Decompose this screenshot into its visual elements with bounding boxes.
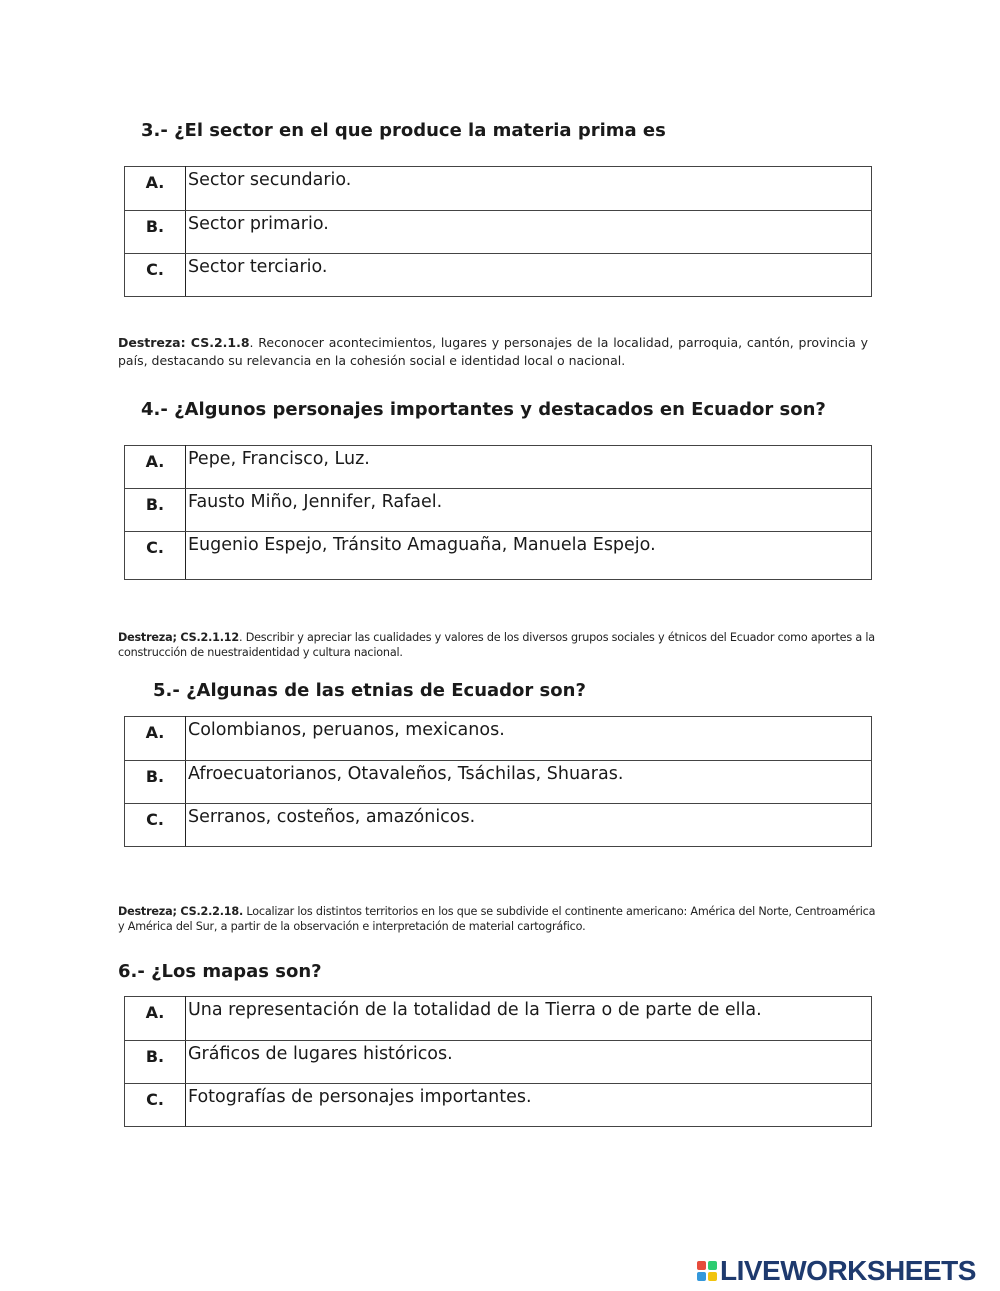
- skill-label: Destreza; CS.2.1.12: [118, 631, 239, 644]
- option-text: Sector terciario.: [186, 254, 872, 297]
- option-row[interactable]: [125, 804, 872, 847]
- option-letter: C.: [125, 532, 186, 580]
- option-text: Fotografías de personajes importantes.: [186, 1084, 872, 1127]
- option-row[interactable]: [125, 446, 872, 489]
- option-text: Pepe, Francisco, Luz.: [186, 446, 872, 489]
- skill-description: [118, 334, 868, 370]
- option-letter: A.: [125, 717, 186, 761]
- option-letter: B.: [125, 761, 186, 804]
- skill-text: Localizar los distintos territorios en los que se subdivide el continente americano: América del Norte, Centroamérica y América del Sur, a partir de la observación e interpretación de material cartográfico.: [118, 905, 876, 933]
- logo-text: LIVEWORKSHEETS: [720, 1255, 976, 1286]
- option-row[interactable]: [125, 1084, 872, 1127]
- skill-description: [118, 630, 878, 660]
- option-letter: A.: [125, 167, 186, 211]
- skill-description: [118, 904, 883, 934]
- option-text: Gráficos de lugares históricos.: [186, 1041, 872, 1084]
- question-title: 3.- ¿El sector en el que produce la materia prima es: [141, 120, 666, 141]
- skill-text: . Reconocer acontecimientos, lugares y personajes de la localidad, parroquia, cantón, provincia y país, destacando su relevancia en la cohesión social e identidad local o nacional.: [118, 335, 868, 368]
- question-title: 4.- ¿Algunos personajes importantes y destacados en Ecuador son?: [141, 399, 826, 420]
- logo-square-red: [697, 1261, 706, 1270]
- option-letter: C.: [125, 804, 186, 847]
- answer-options-table: [124, 166, 872, 297]
- logo-square-blue: [697, 1272, 706, 1281]
- logo-square-yellow: [708, 1272, 717, 1281]
- answer-options-table: [124, 996, 872, 1127]
- skill-label: Destreza; CS.2.2.18.: [118, 905, 244, 918]
- option-text: Eugenio Espejo, Tránsito Amaguaña, Manuela Espejo.: [186, 532, 872, 580]
- option-letter: C.: [125, 1084, 186, 1127]
- option-row[interactable]: [125, 211, 872, 254]
- option-text: Sector primario.: [186, 211, 872, 254]
- logo-square-green: [708, 1261, 717, 1270]
- option-row[interactable]: [125, 254, 872, 297]
- question-title: 5.- ¿Algunas de las etnias de Ecuador son?: [153, 680, 586, 701]
- option-row[interactable]: [125, 532, 872, 580]
- answer-options-table: [124, 716, 872, 847]
- option-letter: B.: [125, 489, 186, 532]
- option-row[interactable]: [125, 167, 872, 211]
- option-letter: B.: [125, 1041, 186, 1084]
- option-row[interactable]: [125, 1041, 872, 1084]
- option-text: Una representación de la totalidad de la Tierra o de parte de ella.: [186, 997, 872, 1041]
- skill-text: . Describir y apreciar las cualidades y valores de los diversos grupos sociales y étnicos del Ecuador como aportes a la construcción de nuestraidentidad y cultura nacional.: [118, 631, 875, 659]
- option-row[interactable]: [125, 997, 872, 1041]
- option-letter: C.: [125, 254, 186, 297]
- liveworksheets-logo-icon: [697, 1261, 717, 1281]
- option-text: Sector secundario.: [186, 167, 872, 211]
- option-text: Serranos, costeños, amazónicos.: [186, 804, 872, 847]
- option-text: Colombianos, peruanos, mexicanos.: [186, 717, 872, 761]
- option-row[interactable]: [125, 489, 872, 532]
- option-letter: A.: [125, 446, 186, 489]
- answer-options-table: [124, 445, 872, 580]
- option-row[interactable]: [125, 761, 872, 804]
- skill-label: Destreza: CS.2.1.8: [118, 335, 250, 350]
- option-text: Afroecuatorianos, Otavaleños, Tsáchilas, Shuaras.: [186, 761, 872, 804]
- question-title: 6.- ¿Los mapas son?: [118, 961, 322, 982]
- liveworksheets-logo[interactable]: [697, 1255, 976, 1287]
- option-row[interactable]: [125, 717, 872, 761]
- option-letter: B.: [125, 211, 186, 254]
- option-text: Fausto Miño, Jennifer, Rafael.: [186, 489, 872, 532]
- option-letter: A.: [125, 997, 186, 1041]
